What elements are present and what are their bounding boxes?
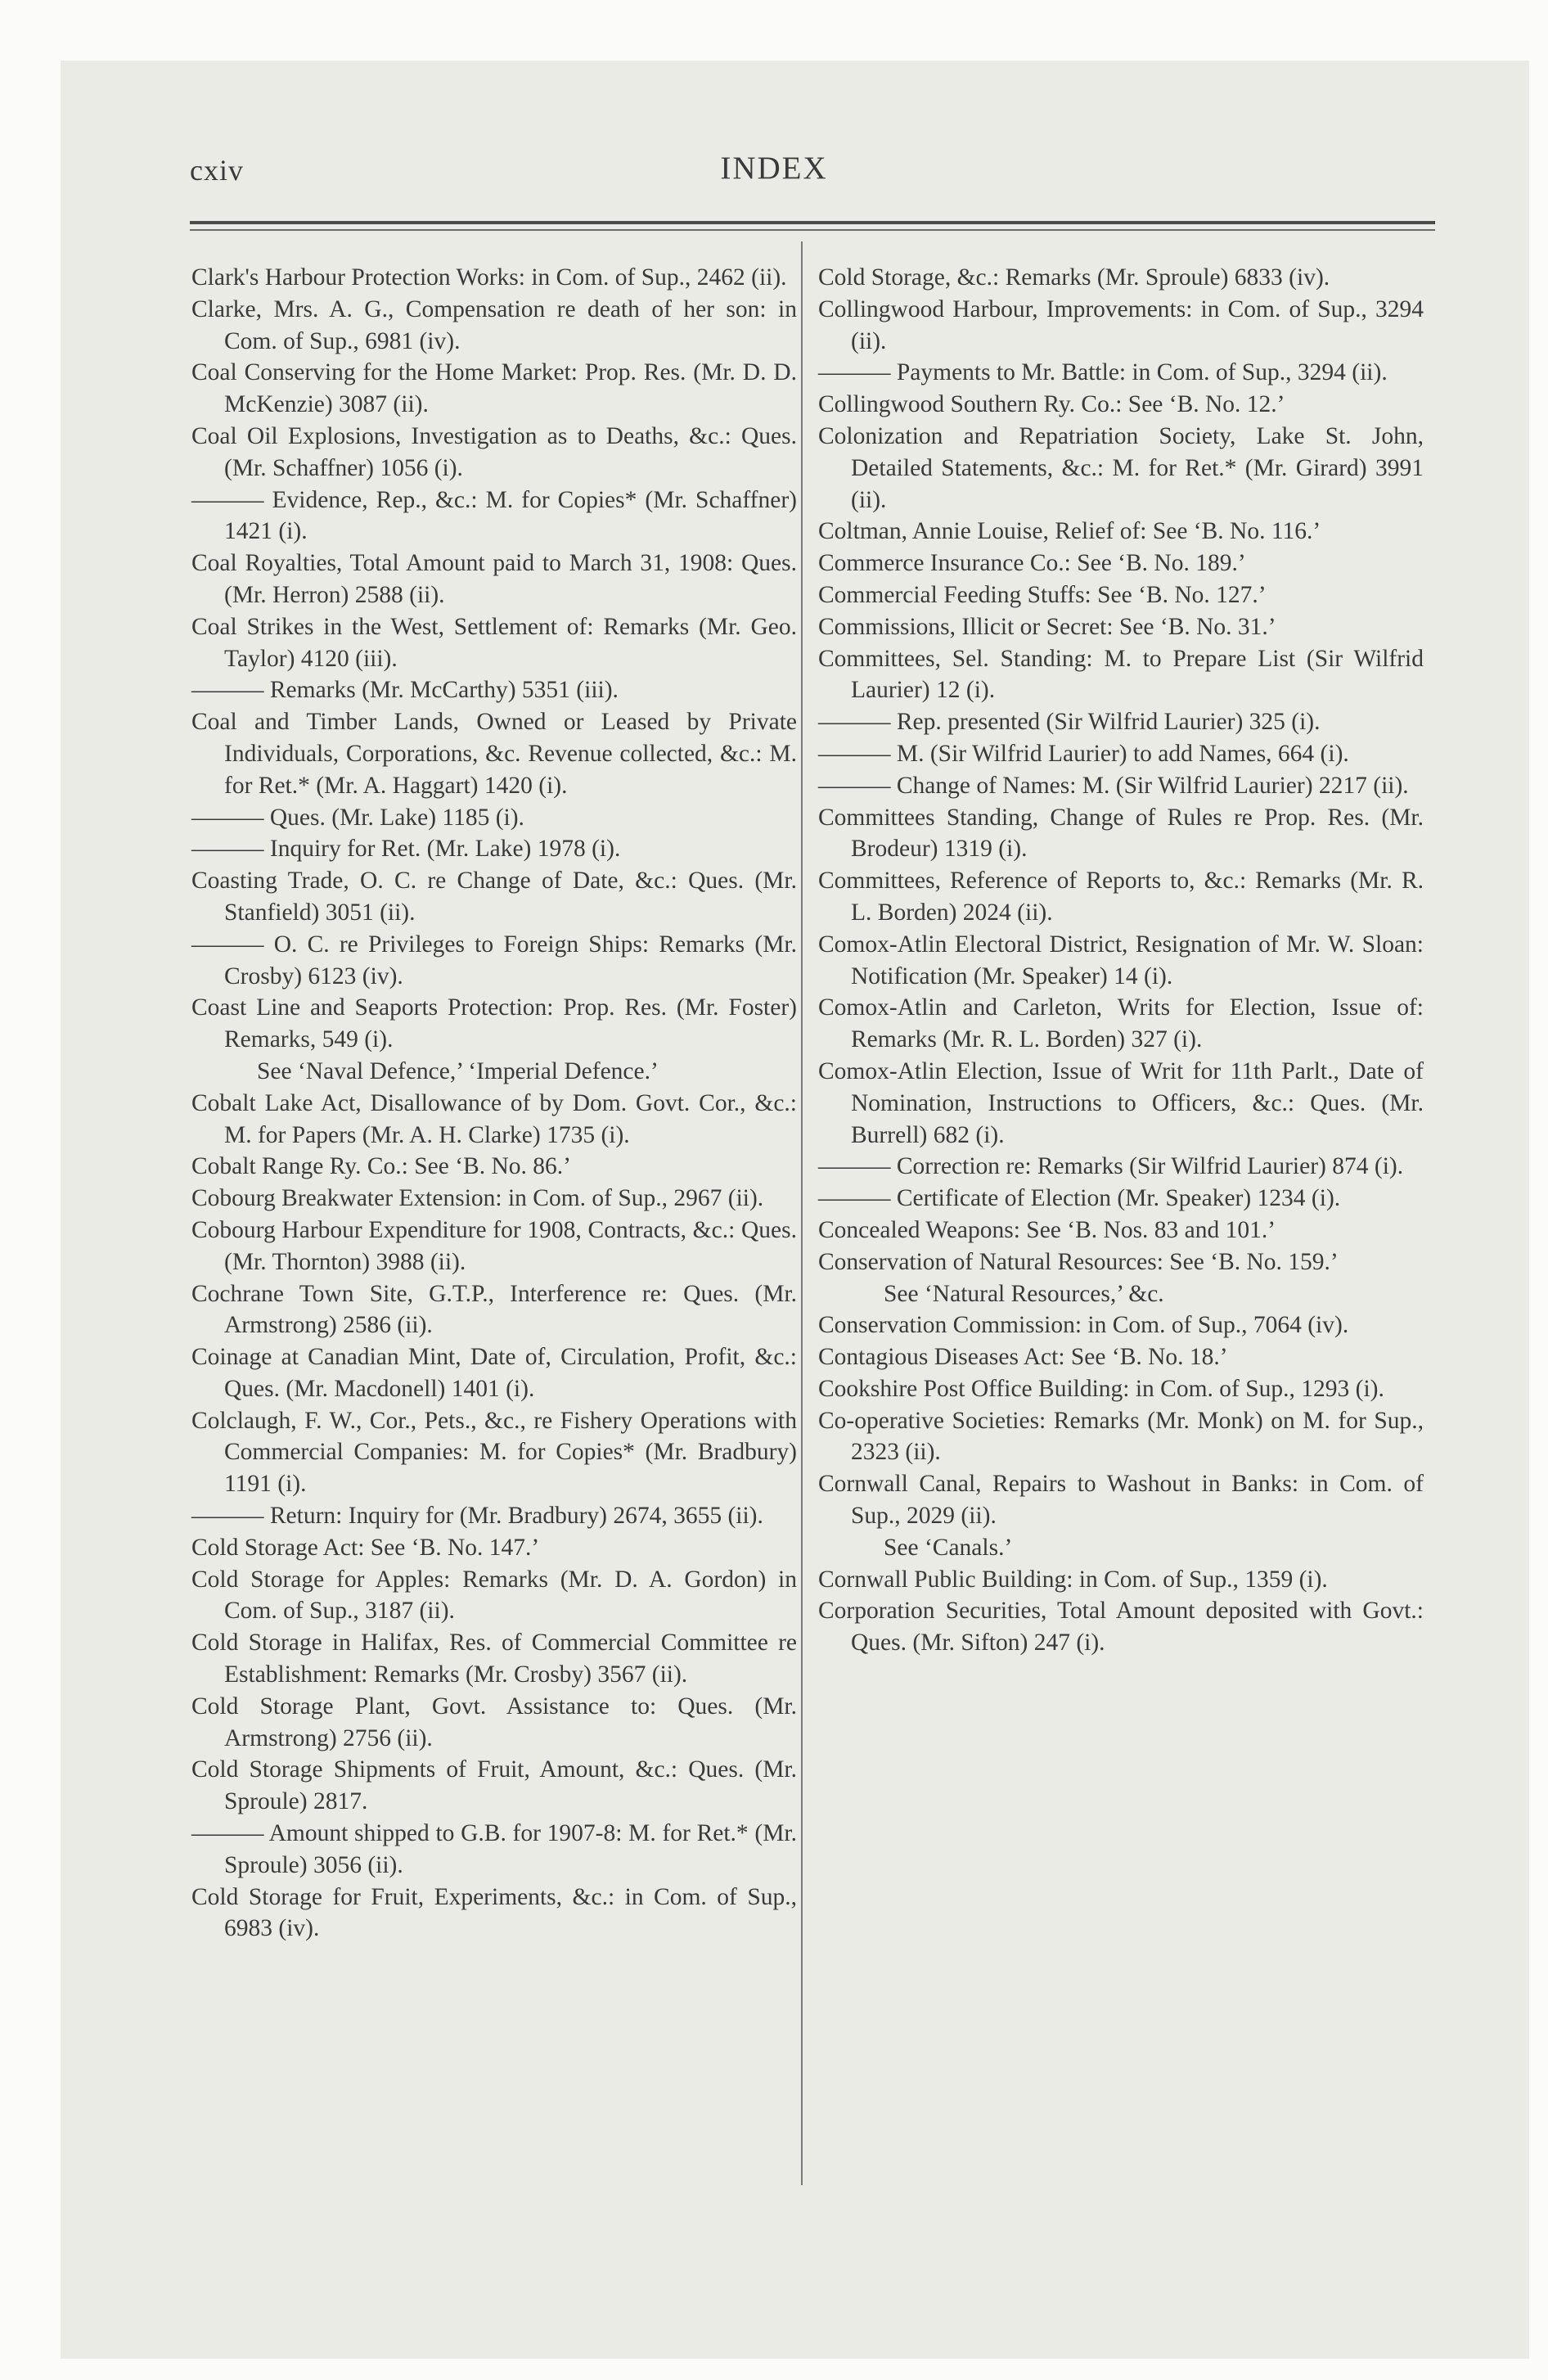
index-entry: Cobalt Range Ry. Co.: See ‘B. No. 86.’: [191, 1153, 571, 1180]
column-divider: [801, 241, 803, 2185]
index-entry: Co-operative Societies: Remarks (Mr. Monk) on M. for Sup., 2323 (ii).: [818, 1407, 1424, 1466]
index-entry: Cobalt Lake Act, Disallowance of by Dom. Govt. Cor., &c.: M. for Papers (Mr. A. H. Clarke) 1735 (i).: [191, 1089, 797, 1148]
index-cross-reference: See ‘Naval Defence,’ ‘Imperial Defence.’: [257, 1057, 659, 1084]
index-entry: Cold Storage Shipments of Fruit, Amount, &c.: Ques. (Mr. Sproule) 2817.: [191, 1756, 797, 1815]
index-entry: Cold Storage for Apples: Remarks (Mr. D. A. Gordon) in Com. of Sup., 3187 (ii).: [191, 1566, 797, 1625]
index-entry: Commercial Feeding Stuffs: See ‘B. No. 127.’: [818, 581, 1267, 608]
index-entry: Cold Storage for Fruit, Experiments, &c.: in Com. of Sup., 6983 (iv).: [191, 1883, 797, 1942]
index-entry: Comox-Atlin and Carleton, Writs for Election, Issue of: Remarks (Mr. R. L. Borden) 327 (i).: [818, 994, 1424, 1053]
index-entry: Cookshire Post Office Building: in Com. of Sup., 1293 (i).: [818, 1375, 1384, 1402]
index-entry: Coal Oil Explosions, Investigation as to Deaths, &c.: Ques. (Mr. Schaffner) 1056 (i).: [191, 422, 797, 481]
index-entry: ——— O. C. re Privileges to Foreign Ships: Remarks (Mr. Crosby) 6123 (iv).: [191, 931, 797, 989]
index-entry: Conservation Commission: in Com. of Sup., 7064 (iv).: [818, 1312, 1349, 1339]
index-entry: Comox-Atlin Election, Issue of Writ for 11th Parlt., Date of Nomination, Instructions to Officers, &c.: Ques. (Mr. Burrell) 682 (i).: [818, 1057, 1424, 1148]
index-cross-reference: See ‘Natural Resources,’ &c.: [884, 1280, 1164, 1307]
index-entry: Commissions, Illicit or Secret: See ‘B. No. 31.’: [818, 613, 1276, 640]
index-entry: ——— Amount shipped to G.B. for 1907-8: M. for Ret.* (Mr. Sproule) 3056 (ii).: [191, 1820, 797, 1878]
index-entry: Collingwood Southern Ry. Co.: See ‘B. No. 12.’: [818, 391, 1285, 418]
index-entry: Coinage at Canadian Mint, Date of, Circulation, Profit, &c.: Ques. (Mr. Macdonell) 1401 (i).: [191, 1344, 797, 1402]
index-entry: Colclaugh, F. W., Cor., Pets., &c., re Fishery Operations with Commercial Companies: M. for Copies* (Mr. Bradbury) 1191 (i).: [191, 1407, 797, 1498]
index-entry: Clarke, Mrs. A. G., Compensation re death of her son: in Com. of Sup., 6981 (iv).: [191, 295, 797, 354]
index-entry: ——— Remarks (Mr. McCarthy) 5351 (iii).: [191, 677, 619, 704]
index-entry: ——— Correction re: Remarks (Sir Wilfrid Laurier) 874 (i).: [818, 1153, 1404, 1180]
header-rule-thick: [190, 221, 1435, 224]
index-entry: Coal Strikes in the West, Settlement of: Remarks (Mr. Geo. Taylor) 4120 (iii).: [191, 613, 797, 672]
index-entry: Coasting Trade, O. C. re Change of Date, &c.: Ques. (Mr. Stanfield) 3051 (ii).: [191, 868, 797, 926]
index-column-left: [191, 262, 797, 1945]
index-entry: Cobourg Breakwater Extension: in Com. of Sup., 2967 (ii).: [191, 1185, 764, 1212]
index-entry: Cold Storage Act: See ‘B. No. 147.’: [191, 1534, 540, 1561]
index-entry: ——— Certificate of Election (Mr. Speaker) 1234 (i).: [818, 1185, 1341, 1212]
index-entry: ——— Evidence, Rep., &c.: M. for Copies* (Mr. Schaffner) 1421 (i).: [191, 486, 797, 545]
index-entry: ——— Change of Names: M. (Sir Wilfrid Laurier) 2217 (ii).: [818, 772, 1409, 799]
index-entry: ——— Return: Inquiry for (Mr. Bradbury) 2674, 3655 (ii).: [191, 1503, 763, 1530]
index-entry: Committees, Sel. Standing: M. to Prepare List (Sir Wilfrid Laurier) 12 (i).: [818, 645, 1424, 704]
index-entry: Coal Royalties, Total Amount paid to March 31, 1908: Ques. (Mr. Herron) 2588 (ii).: [191, 550, 797, 608]
index-column-right: [818, 262, 1424, 1659]
index-entry: Coal and Timber Lands, Owned or Leased by Private Individuals, Corporations, &c. Revenue collected, &c.: M. for Ret.* (Mr. A. Haggart) 1420 (i).: [191, 709, 797, 799]
index-entry: Corporation Securities, Total Amount deposited with Govt.: Ques. (Mr. Sifton) 247 (i).: [818, 1598, 1424, 1657]
index-entry: Cold Storage, &c.: Remarks (Mr. Sproule) 6833 (iv).: [818, 264, 1330, 291]
index-entry: ——— M. (Sir Wilfrid Laurier) to add Names, 664 (i).: [818, 740, 1349, 767]
index-entry: Coltman, Annie Louise, Relief of: See ‘B. No. 116.’: [818, 518, 1321, 545]
index-entry: Cochrane Town Site, G.T.P., Interference re: Ques. (Mr. Armstrong) 2586 (ii).: [191, 1280, 797, 1339]
index-entry: ——— Ques. (Mr. Lake) 1185 (i).: [191, 804, 524, 831]
index-entry: ——— Inquiry for Ret. (Mr. Lake) 1978 (i).: [191, 836, 621, 863]
index-cross-reference: See ‘Canals.’: [884, 1534, 1013, 1561]
index-entry: Concealed Weapons: See ‘B. Nos. 83 and 101.’: [818, 1216, 1276, 1243]
index-entry: Coast Line and Seaports Protection: Prop. Res. (Mr. Foster) Remarks, 549 (i).: [191, 994, 797, 1053]
page-title: INDEX: [720, 151, 828, 186]
index-entry: Committees, Reference of Reports to, &c.: Remarks (Mr. R. L. Borden) 2024 (ii).: [818, 868, 1424, 926]
index-entry: Commerce Insurance Co.: See ‘B. No. 189.’: [818, 550, 1246, 577]
index-entry: ——— Rep. presented (Sir Wilfrid Laurier) 325 (i).: [818, 709, 1321, 736]
index-entry: Conservation of Natural Resources: See ‘B. No. 159.’: [818, 1248, 1339, 1275]
index-entry: Cold Storage Plant, Govt. Assistance to: Ques. (Mr. Armstrong) 2756 (ii).: [191, 1693, 797, 1751]
index-entry: Contagious Diseases Act: See ‘B. No. 18.’: [818, 1344, 1228, 1371]
index-entry: Collingwood Harbour, Improvements: in Com. of Sup., 3294 (ii).: [818, 295, 1424, 354]
index-entry: Coal Conserving for the Home Market: Prop. Res. (Mr. D. D. McKenzie) 3087 (ii).: [191, 359, 797, 418]
header-rule-thin: [190, 229, 1435, 231]
index-entry: Cornwall Canal, Repairs to Washout in Banks: in Com. of Sup., 2029 (ii).: [818, 1471, 1424, 1530]
index-entry: Cobourg Harbour Expenditure for 1908, Contracts, &c.: Ques. (Mr. Thornton) 3988 (ii).: [191, 1216, 797, 1275]
index-entry: Cold Storage in Halifax, Res. of Commercial Committee re Establishment: Remarks (Mr. Crosby) 3567 (ii).: [191, 1629, 797, 1688]
index-entry: Colonization and Repatriation Society, Lake St. John, Detailed Statements, &c.: M. for Ret.* (Mr. Girard) 3991 (ii).: [818, 422, 1424, 513]
index-entry: Comox-Atlin Electoral District, Resignation of Mr. W. Sloan: Notification (Mr. Speaker) 14 (i).: [818, 931, 1424, 989]
index-entry: Clark's Harbour Protection Works: in Com. of Sup., 2462 (ii).: [191, 264, 787, 291]
index-entry: Committees Standing, Change of Rules re Prop. Res. (Mr. Brodeur) 1319 (i).: [818, 804, 1424, 863]
page-number: cxiv: [190, 154, 244, 187]
index-entry: ——— Payments to Mr. Battle: in Com. of Sup., 3294 (ii).: [818, 359, 1388, 386]
index-entry: Cornwall Public Building: in Com. of Sup., 1359 (i).: [818, 1566, 1328, 1593]
